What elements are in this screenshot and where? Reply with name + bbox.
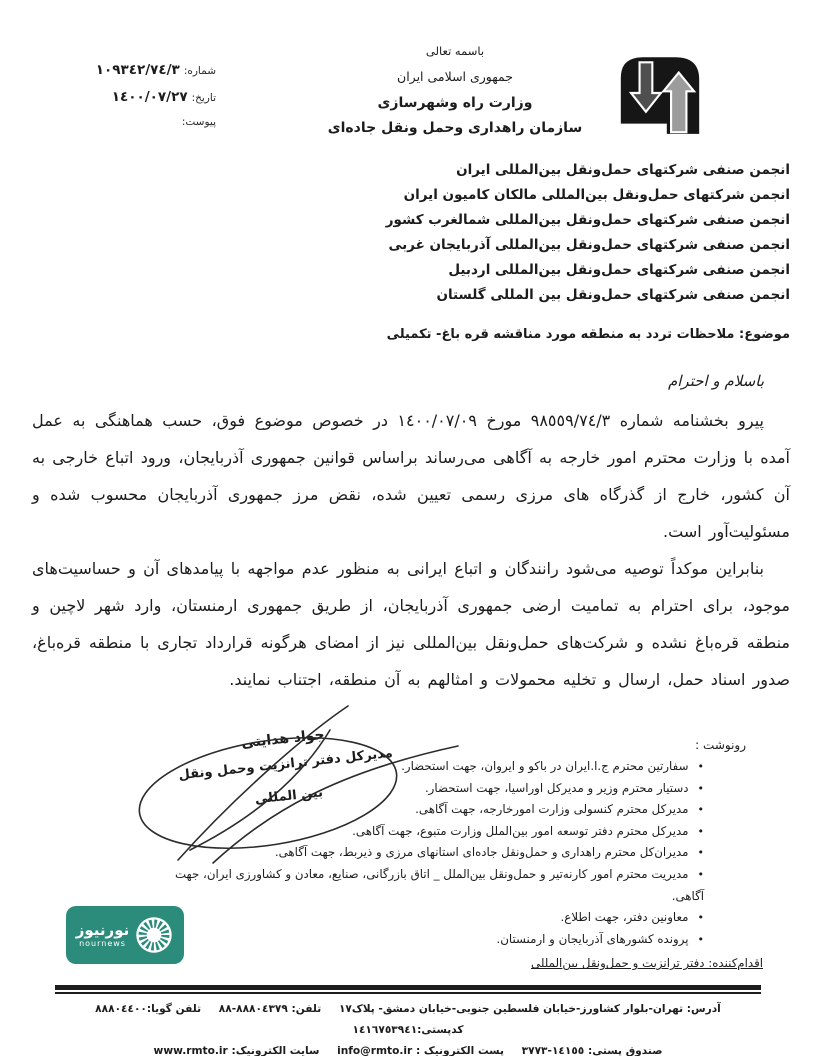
footer-email [337,1041,504,1056]
footer-phone: تلفن: ٨٨٨٠٤٣٧٩-٨٨ [218,1003,322,1015]
letter-date-row [86,89,216,105]
cc-item [146,821,746,843]
footer-po-box: صندوق پستی: ١٤١٥٥-٣٧٧٣ [521,1045,663,1056]
signatory-name: جواد هدایتی [240,726,326,752]
nournews-swirl-icon [134,915,174,955]
cc-item-text: معاونین دفتر، جهت اطلاع. [560,910,689,925]
bullet-icon: • [697,846,704,860]
ministry-name: وزارت راه وشهرسازی [377,95,533,111]
salutation-text: باسلام و احترام [667,372,764,390]
footer-website-value: www.rmto.ir [153,1045,228,1056]
bullet-icon: • [697,911,704,925]
cc-item [146,907,746,929]
footer-email-value: info@rmto.ir [337,1045,413,1056]
footer-website-label: سایت الکترونیک: [231,1045,320,1056]
cc-item-text: مدیرکل محترم کنسولی وزارت امورخارجه، جهت آگاهی. [415,802,689,817]
bullet-icon: • [697,932,704,946]
letterhead [322,44,588,136]
letter-number-value: ١٠٩٣٤٢/٧٤/٣ [95,62,180,78]
cc-item-text: مدیران‌کل محترم راهداری و حمل‌ونقل جاده‌ای استانهای مرزی و ذیربط، جهت آگاهی. [274,845,689,860]
cc-item-text: دستیار محترم وزیر و مدیرکل اوراسیا، جهت استحضار. [424,780,689,795]
nournews-english-label: nournews [79,938,126,948]
letter-attachment-row [86,116,216,128]
cc-item [146,842,746,864]
cc-item [146,864,746,907]
cc-item-text: مدیرکل محترم دفتر توسعه امور بین‌الملل وزارت متبوع، جهت آگاهی. [352,823,689,838]
organization-name: سازمان راهداری وحمل ونقل جاده‌ای [327,120,583,136]
nournews-persian-label: نورنیوز [75,920,130,939]
cc-item [146,799,746,821]
footer-postal-code: کدپستی:١٤١٦٧٥٣٩٤١ [352,1024,464,1036]
recipient-line: انجمن صنفی شرکتهای حمل‌ونقل بین‌المللی اردبیل [448,262,790,278]
bullet-icon: • [697,824,704,838]
bullet-icon: • [697,803,704,817]
action-office-line: اقدام‌کننده: دفتر ترانزیت و حمل‌ونقل بین‌المللی [531,956,763,971]
footer [30,999,786,1056]
letter-body [32,402,790,698]
nournews-watermark [66,906,184,964]
footer-email-label: پست الکترونیک : [415,1045,504,1056]
nournews-text [75,920,130,948]
cc-block [146,738,763,974]
letter-attachment-label: پیوست: [181,116,216,128]
cc-item-text: مدیریت محترم امور کارنه‌تیر و حمل‌ونقل بین‌الملل _ اتاق بازرگانی، صنایع، معادن و کشاورزی ایران، جهت آگاهی. [174,866,704,903]
cc-label: رونوشت : [695,738,746,752]
cc-item [146,929,746,951]
country-name: جمهوری اسلامی ایران [397,69,513,84]
body-paragraph-2: بنابراین موکداً توصیه می‌شود رانندگان و اتباع ایرانی به منظور عدم مواجهه با پیامدهای آن و حساسیت‌های موجود، برای احترام به تمامیت ارضی جمهوری آذربایجان، از طریق جمهوری ارمنستان، وارد شهر لاچین و منطقه قره‌باغ نشده و شرکت‌های حمل‌ونقل بین‌المللی نیز از امضای هرگونه قرارداد تجاری با منطقه قره‌باغ، صدور اسناد حمل، ارسال و تخلیه محمولات و امثالهم به آن منطقه، اجتناب نمایند. [32,559,790,689]
subject-line: موضوع: ملاحظات تردد به منطقه مورد مناقشه قره باغ- تکمیلی [386,327,790,342]
bullet-icon: • [697,781,704,795]
recipient-line: انجمن صنفی شرکتهای حمل‌ونقل بین‌المللی ایران [456,162,790,178]
letter-number-row [86,62,216,78]
footer-divider [55,985,761,994]
bullet-icon: • [697,760,704,773]
body-paragraph-1: پیرو بخشنامه شماره ٩٨٥٥٩/٧٤/٣ مورخ ١٤٠٠/٠٧/٠٩ در خصوص موضوع فوق، حسب هماهنگی به عمل آمده با وزارت محترم امور خارجه به آگاهی می‌رساند براساس قوانین جمهوری آذربایجان، ورود اتباع خارجی به آن کشور، خارج از گذرگاه های مرزی رسمی تعیین شده، نقض مرز جمهوری آذربایجان محسوب شده و مسئولیت‌آور است. [32,411,790,541]
footer-line-2 [30,1041,786,1056]
cc-item [146,778,746,800]
letter-date-value: ١٤٠٠/٠٧/٢٧ [111,89,188,105]
signatory-title-2: بین المللی [254,785,324,808]
recipient-line: انجمن شرکتهای حمل‌ونقل بین‌المللی مالکان کامیون ایران [403,187,790,203]
recipient-list [386,158,790,308]
footer-line-1 [30,999,786,1041]
recipient-line: انجمن صنفی شرکتهای حمل‌ونقل بین المللی گلستان [436,287,790,303]
cc-item [146,756,746,778]
cc-item-text: سفارتین محترم ج.ا.ایران در باکو و ایروان، جهت استحضار. [401,759,689,773]
letter-number-label: شماره: [183,65,216,77]
footer-voice-phone: تلفن گویا:٨٨٨٠٤٤٠٠ [95,1003,202,1015]
bismillah-text: باسمه تعالی [425,44,485,58]
recipient-line: انجمن صنفی شرکتهای حمل‌ونقل بین‌المللی شمالغرب کشور [385,212,790,228]
reference-block [86,62,216,139]
footer-address: آدرس: تهران-بلوار کشاورز-خیابان فلسطین جنوبی-خیابان دمشق- پلاک١٧ [338,1003,721,1015]
recipient-line: انجمن صنفی شرکتهای حمل‌ونقل بین‌المللی آذربایجان غربی [388,237,790,253]
footer-website [154,1041,320,1056]
bullet-icon: • [697,867,704,881]
cc-item-text: پرونده کشورهای آذربایجان و ارمنستان. [496,931,689,946]
signatory-title: مدیرکل دفتر ترانزیت وحمل ونقل [177,745,394,784]
rmto-logo [614,46,706,140]
rmto-arrows-icon [614,46,706,140]
letter-date-label: تاریخ: [191,92,216,104]
